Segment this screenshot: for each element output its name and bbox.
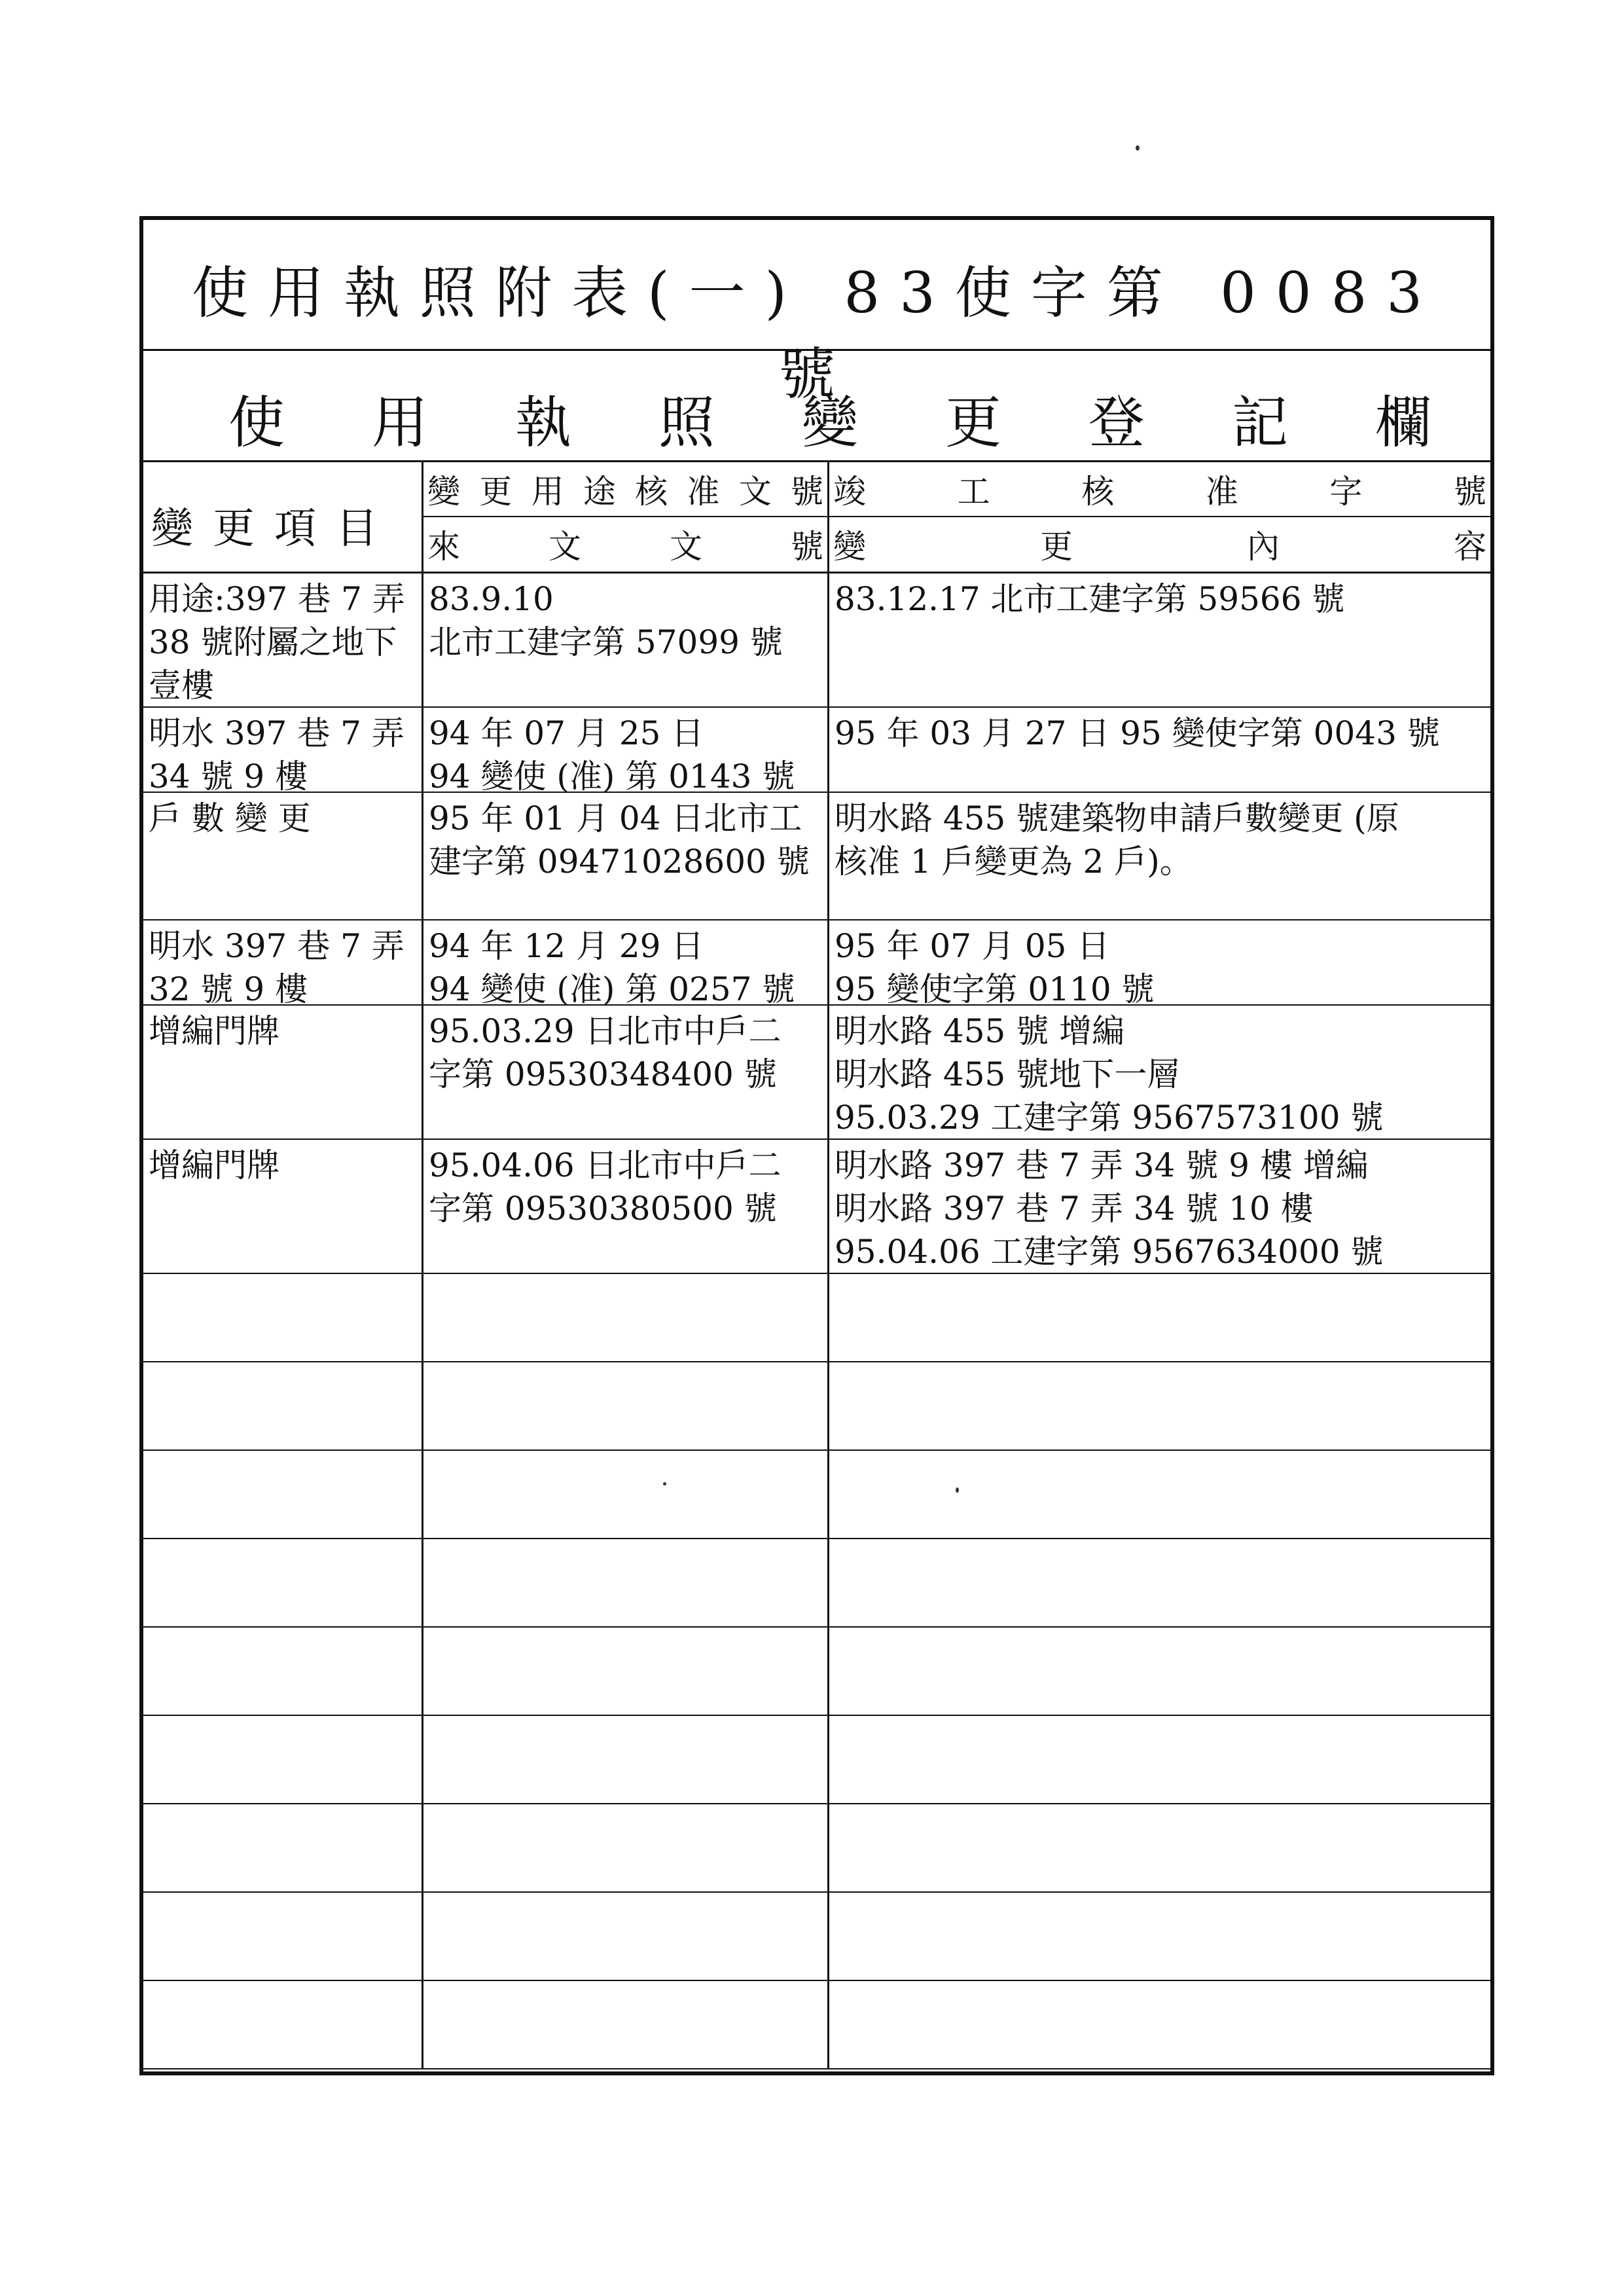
header-change-content: [829, 517, 1490, 572]
reference-number-cell: 94 年 07 月 25 日 94 變使 (准) 第 0143 號: [423, 708, 829, 792]
header-content-cell: [829, 462, 1490, 572]
table-row: [143, 1893, 1490, 1981]
title-row: [143, 220, 1490, 407]
table-row: [143, 1006, 1490, 1140]
table-row: [143, 708, 1490, 793]
header-char: 更: [1040, 528, 1073, 566]
scan-speck: [956, 1487, 959, 1493]
header-char: 文: [548, 528, 581, 566]
section-heading-char: 用: [372, 390, 428, 456]
header-item-cell: [143, 462, 423, 572]
header-char: 核: [635, 472, 668, 511]
reference-number-cell: [423, 1804, 829, 1891]
table-row: [143, 1274, 1490, 1362]
section-heading-char: 照: [658, 390, 715, 456]
change-content-cell: [829, 1804, 1490, 1891]
change-content-cell: [829, 1362, 1490, 1449]
change-content-cell: [829, 1893, 1490, 1980]
table-row: [143, 1362, 1490, 1451]
header-char: 文: [670, 528, 702, 566]
change-item-cell: [143, 1981, 423, 2068]
table-row: [143, 920, 1490, 1006]
header-char: 竣: [833, 472, 866, 511]
header-char: 准: [1205, 472, 1238, 511]
table-row: [143, 1804, 1490, 1893]
change-item-cell: [143, 1451, 423, 1538]
reference-number-cell: [423, 1274, 829, 1361]
header-char: 號: [1453, 472, 1486, 511]
subtitle-row: [143, 351, 1490, 462]
permit-attachment-sheet: [139, 216, 1494, 2075]
change-item-cell: [143, 1804, 423, 1891]
header-char: 途: [583, 472, 616, 511]
change-item-cell: [143, 1362, 423, 1449]
reference-number-cell: 95.03.29 日北市中戶二 字第 09530348400 號: [423, 1006, 829, 1139]
table-row: [143, 1140, 1490, 1274]
header-approval-number: [423, 462, 827, 517]
table-row: [143, 1628, 1490, 1716]
section-heading-char: 變: [802, 390, 858, 456]
section-heading-char: 更: [945, 390, 1001, 456]
change-content-cell: 明水路 397 巷 7 弄 34 號 9 樓 增編 明水路 397 巷 7 弄 34 號 10 樓 95.04.06 工建字第 9567634000 號: [835, 1146, 1384, 1271]
section-heading-char: 執: [515, 390, 571, 456]
table-header: [143, 462, 1490, 574]
reference-number-cell: [423, 1981, 829, 2068]
header-char: 字: [1329, 472, 1363, 511]
change-item-cell: [143, 1893, 423, 1980]
section-heading-char: 登: [1088, 390, 1145, 456]
reference-number-cell: 83.9.10 北市工建字第 57099 號: [423, 574, 829, 706]
header-char: 來: [427, 528, 460, 566]
section-heading-char: 記: [1232, 390, 1288, 456]
header-char: 用: [531, 472, 564, 511]
change-register-table: [143, 462, 1490, 2069]
header-char: 變: [427, 472, 460, 511]
table-body: [143, 574, 1490, 2069]
change-content-cell: 明水路 455 號 增編 明水路 455 號地下一層 95.03.29 工建字第 9567573100 號: [835, 1012, 1384, 1137]
scan-speck: [1136, 145, 1140, 151]
header-char: 核: [1081, 472, 1115, 511]
change-item-cell: 增編門牌: [143, 1006, 423, 1139]
change-item-cell: 用途:397 巷 7 弄 38 號附屬之地下 壹樓: [143, 574, 423, 706]
reference-number-cell: [423, 1628, 829, 1715]
change-content-cell: 95 年 07 月 05 日 95 變使字第 0110 號: [835, 927, 1155, 1008]
header-incoming-number: [423, 517, 827, 572]
change-content-cell: [829, 1716, 1490, 1803]
reference-number-cell: 95.04.06 日北市中戶二 字第 09530380500 號: [423, 1140, 829, 1273]
header-char: 工: [957, 472, 990, 511]
change-content-cell: 83.12.17 北市工建字第 59566 號: [835, 580, 1345, 618]
table-row: [143, 793, 1490, 920]
header-char: 內: [1247, 528, 1280, 566]
change-item-cell: 明水 397 巷 7 弄 32 號 9 樓: [143, 920, 423, 1004]
change-item-cell: 明水 397 巷 7 弄 34 號 9 樓: [143, 708, 423, 792]
scan-speck: [663, 1482, 666, 1485]
change-content-cell: [829, 1451, 1490, 1538]
change-item-cell: 戶 數 變 更: [143, 793, 423, 919]
table-row: [143, 1539, 1490, 1628]
header-char: 准: [687, 472, 720, 511]
change-content-cell: [829, 1274, 1490, 1361]
reference-number-cell: [423, 1362, 829, 1449]
header-char: 更: [479, 472, 512, 511]
change-content-cell: 95 年 03 月 27 日 95 變使字第 0043 號: [835, 714, 1440, 752]
table-row: [143, 574, 1490, 708]
change-item-cell: [143, 1628, 423, 1715]
header-item-label: 變更項目: [151, 505, 397, 553]
header-char: 文: [738, 472, 772, 511]
reference-number-cell: [423, 1451, 829, 1538]
header-char: 容: [1454, 528, 1486, 566]
table-row: [143, 1451, 1490, 1539]
header-char: 號: [791, 528, 823, 566]
change-content-cell: [829, 1981, 1490, 2068]
table-row: [143, 1981, 1490, 2069]
reference-number-cell: [423, 1893, 829, 1980]
reference-number-cell: 95 年 01 月 04 日北市工 建字第 09471028600 號: [423, 793, 829, 919]
reference-number-cell: [423, 1716, 829, 1803]
section-heading-char: 欄: [1375, 390, 1431, 456]
change-content-cell: 明水路 455 號建築物申請戶數變更 (原 核准 1 戶變更為 2 戶)。: [835, 799, 1399, 881]
change-content-cell: [829, 1628, 1490, 1715]
change-item-cell: [143, 1716, 423, 1803]
section-heading: [143, 377, 1490, 458]
header-char: 變: [833, 528, 866, 566]
reference-number-cell: 94 年 12 月 29 日 94 變使 (准) 第 0257 號: [423, 920, 829, 1004]
header-reference-cell: [423, 462, 829, 572]
change-item-cell: [143, 1539, 423, 1626]
header-completion-number: [829, 462, 1490, 517]
change-item-cell: 增編門牌: [143, 1140, 423, 1273]
change-item-cell: [143, 1274, 423, 1361]
reference-number-cell: [423, 1539, 829, 1626]
change-content-cell: [829, 1539, 1490, 1626]
header-char: 號: [790, 472, 823, 511]
section-heading-char: 使: [228, 390, 285, 456]
table-row: [143, 1716, 1490, 1804]
document-title: 使用執照附表(一) 83使字第 0083 號: [191, 261, 1443, 407]
